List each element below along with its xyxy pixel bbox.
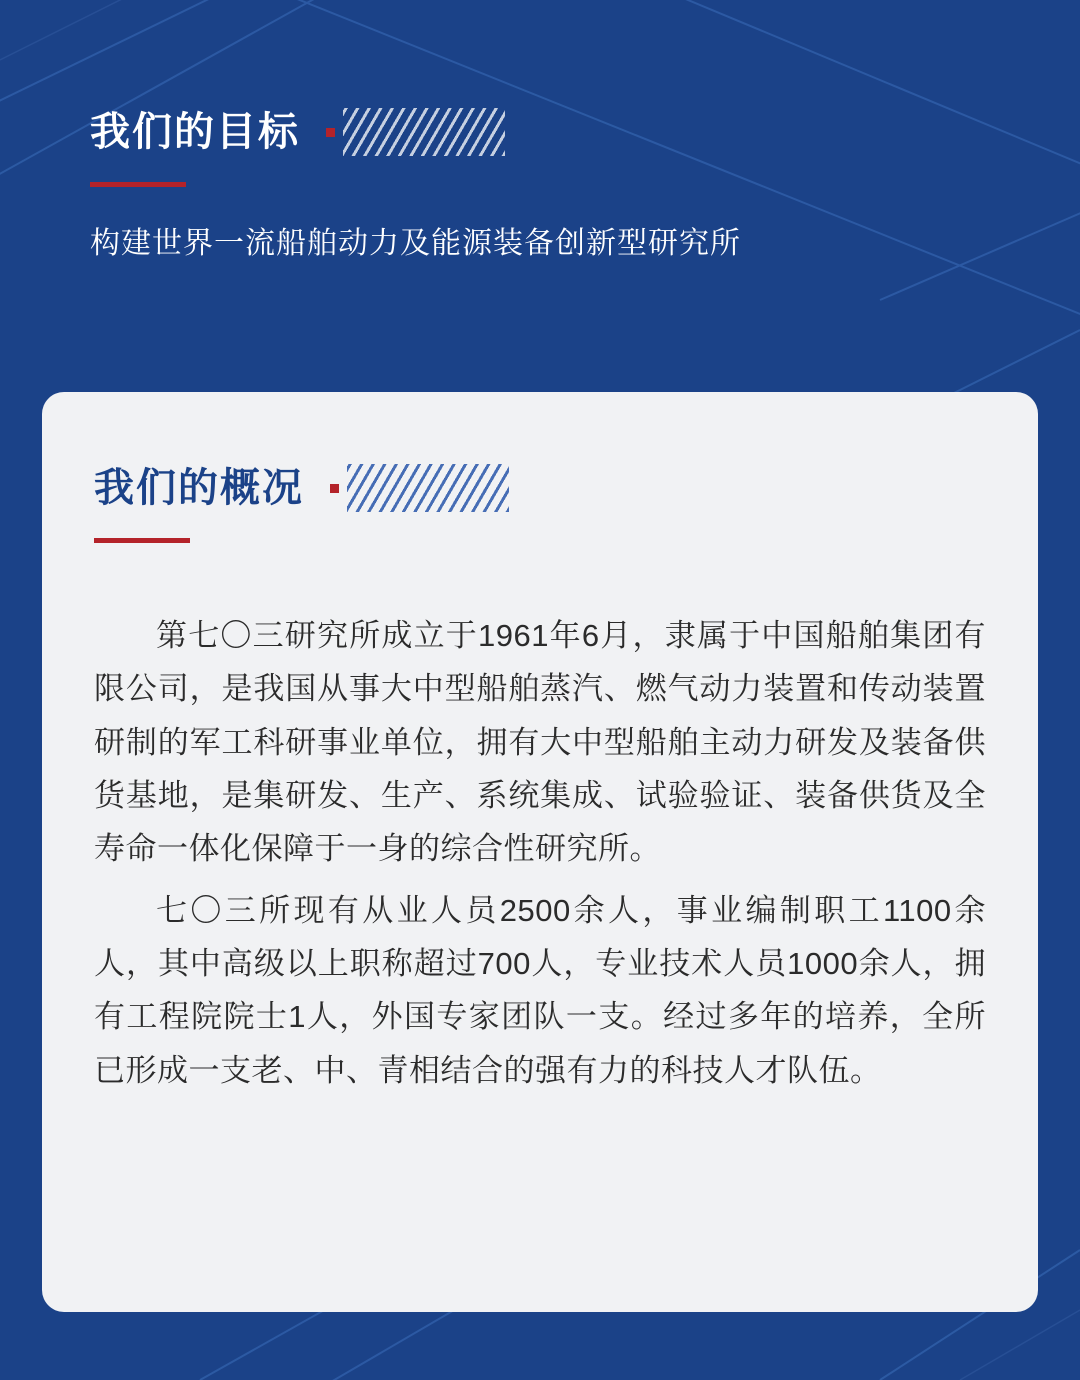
overview-card-inner	[94, 464, 986, 1105]
goal-heading: 我们的目标	[90, 110, 300, 154]
overview-heading: 我们的概况	[94, 466, 304, 510]
goal-underline-rule	[90, 182, 186, 187]
overview-underline-rule	[94, 538, 190, 543]
overview-heading-row	[94, 464, 986, 512]
hatch-stripes-icon	[343, 108, 505, 156]
square-dot-icon	[326, 128, 335, 137]
overview-card	[42, 392, 1038, 1312]
hatch-stripes-icon	[347, 464, 509, 512]
overview-heading-decoration	[330, 464, 509, 512]
square-dot-icon	[330, 484, 339, 493]
goal-heading-row	[90, 108, 990, 156]
goal-section	[90, 108, 990, 265]
overview-paragraph: 第七〇三研究所成立于1961年6月，隶属于中国船舶集团有限公司，是我国从事大中型船舶蒸汽、燃气动力装置和传动装置研制的军工科研事业单位，拥有大中型船舶主动力研发及装备供货基地，是集研发、生产、系统集成、试验验证、装备供货及全寿命一体化保障于一身的综合性研究所。	[94, 618, 986, 867]
goal-heading-decoration	[326, 108, 505, 156]
overview-paragraph: 七〇三所现有从业人员2500余人，事业编制职工1100余人，其中高级以上职称超过700人，专业技术人员1000余人，拥有工程院院士1人，外国专家团队一支。经过多年的培养，全所已形成一支老、中、青相结合的强有力的科技人才队伍。	[94, 892, 986, 1088]
goal-text: 构建世界一流船舶动力及能源装备创新型研究所	[90, 227, 741, 260]
overview-body	[94, 609, 986, 1097]
